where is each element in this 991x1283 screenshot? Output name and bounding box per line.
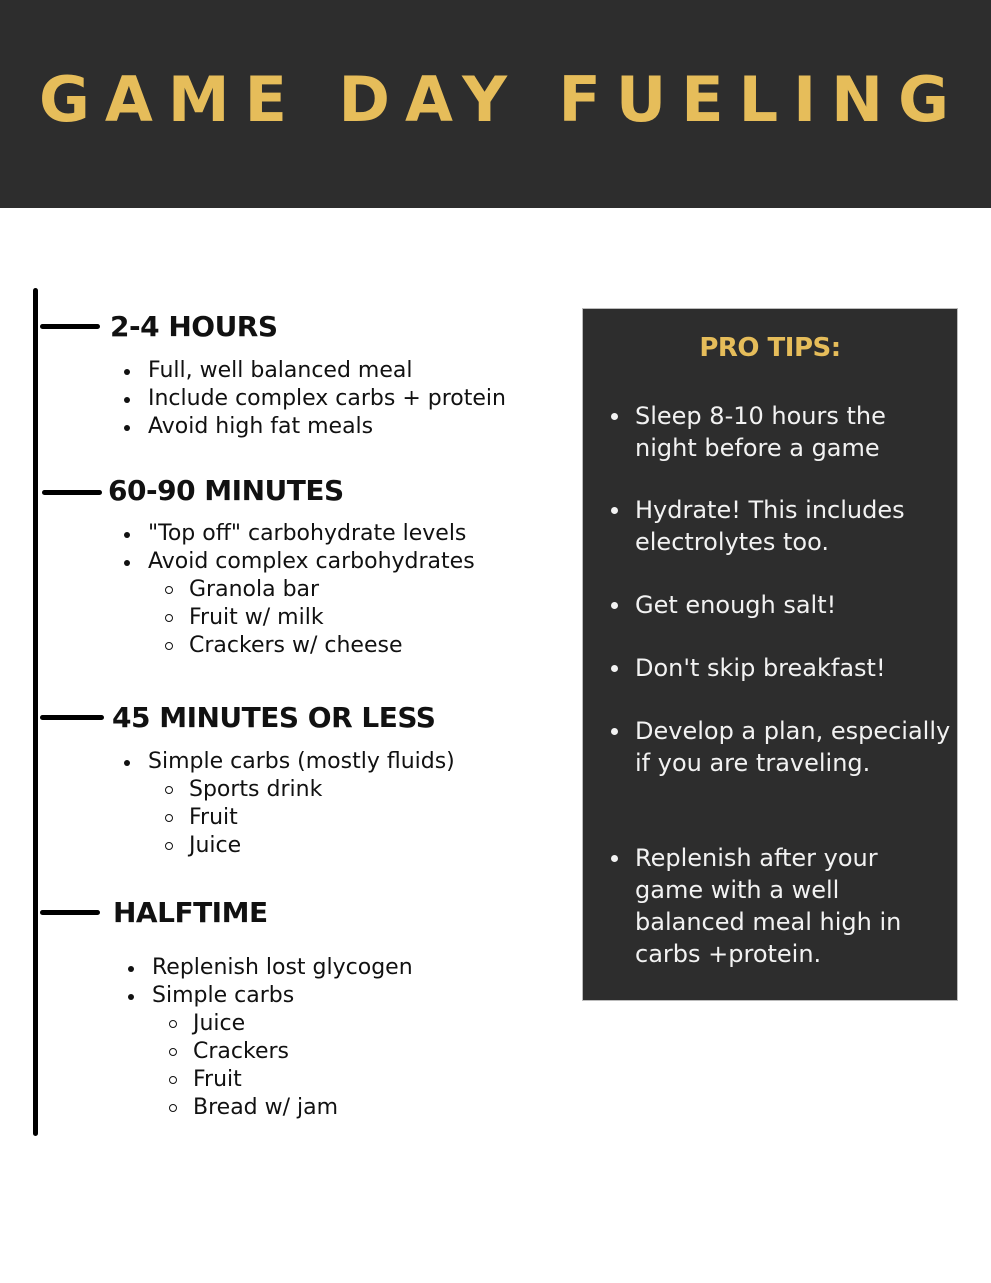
list-item: Replenish lost glycogen xyxy=(128,954,413,982)
section-heading: HALFTIME xyxy=(113,896,268,929)
sub-list-item: Sports drink xyxy=(165,776,455,804)
page-title: GAME DAY FUELING xyxy=(39,63,964,136)
timeline-tick xyxy=(42,490,102,495)
sub-list-item: Granola bar xyxy=(165,576,475,604)
sub-list-item: Juice xyxy=(165,832,455,860)
section-list xyxy=(124,748,455,860)
timeline-tick xyxy=(40,910,100,915)
list-item: Avoid high fat meals xyxy=(124,413,506,441)
list-item: Include complex carbs + protein xyxy=(124,385,506,413)
section-heading: 2-4 HOURS xyxy=(110,310,278,343)
sub-list-item: Juice xyxy=(169,1010,413,1038)
section-list xyxy=(124,357,506,441)
timeline-line xyxy=(33,288,38,1136)
sub-list-item: Fruit xyxy=(169,1066,413,1094)
section-heading: 45 MINUTES OR LESS xyxy=(112,701,436,734)
tip-item: Get enough salt! xyxy=(611,589,951,621)
tip-item: Replenish after your game with a well balanced meal high in carbs +protein. xyxy=(611,842,951,970)
section-list xyxy=(128,954,413,1122)
timeline-tick xyxy=(40,324,100,329)
list-item: Avoid complex carbohydrates xyxy=(124,548,475,576)
timeline-tick xyxy=(40,715,104,720)
list-item: Simple carbs (mostly fluids) xyxy=(124,748,455,776)
tip-item: Sleep 8-10 hours the night before a game xyxy=(611,400,951,464)
list-item: "Top off" carbohydrate levels xyxy=(124,520,475,548)
sub-list-item: Crackers w/ cheese xyxy=(165,632,475,660)
sub-list-item: Bread w/ jam xyxy=(169,1094,413,1122)
tip-item: Hydrate! This includes electrolytes too. xyxy=(611,494,951,558)
sub-list-item: Fruit xyxy=(165,804,455,832)
section-list xyxy=(124,520,475,660)
sub-list-item: Fruit w/ milk xyxy=(165,604,475,632)
pro-tips-box xyxy=(582,308,958,1001)
tip-item: Don't skip breakfast! xyxy=(611,652,951,684)
list-item: Full, well balanced meal xyxy=(124,357,506,385)
section-heading: 60-90 MINUTES xyxy=(108,474,344,507)
header-banner xyxy=(0,0,991,208)
sub-list-item: Crackers xyxy=(169,1038,413,1066)
list-item: Simple carbs xyxy=(128,982,413,1010)
tip-item: Develop a plan, especially if you are traveling. xyxy=(611,715,951,779)
pro-tips-title: PRO TIPS: xyxy=(699,333,841,363)
